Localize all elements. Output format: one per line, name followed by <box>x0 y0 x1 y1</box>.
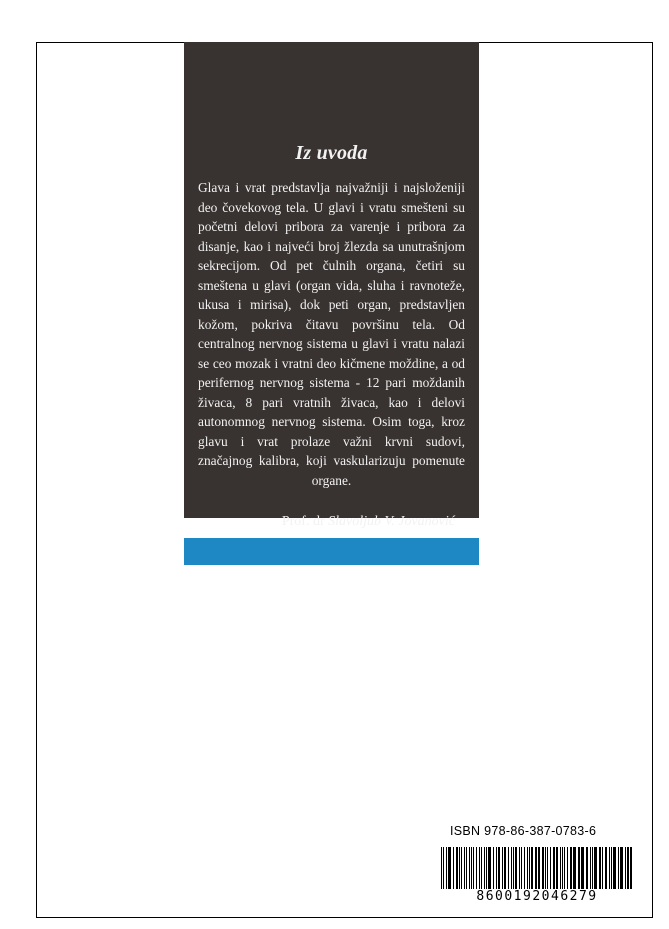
author-name: Slavoljub V. Jovanović <box>328 514 455 529</box>
barcode-bar <box>627 847 629 891</box>
barcode-bar <box>466 847 467 891</box>
author-signature <box>198 514 465 530</box>
barcode-bar <box>613 847 616 891</box>
barcode-digits: 8600192046279 <box>439 889 635 904</box>
barcode-bar <box>538 847 540 891</box>
barcode-bar <box>535 847 537 891</box>
barcode-bar <box>594 847 597 891</box>
barcode-bar <box>556 847 558 891</box>
barcode-bar <box>553 847 555 891</box>
barcode-bar <box>545 847 546 891</box>
barcode-bar <box>453 847 454 891</box>
barcode-bar <box>529 847 530 891</box>
barcode-bar <box>531 847 533 891</box>
barcode-bar <box>592 847 593 891</box>
barcode-bar <box>461 847 462 891</box>
barcode-bar <box>443 847 444 891</box>
barcode-bar <box>498 847 500 891</box>
intro-title: Iz uvoda <box>295 142 368 164</box>
barcode-bar <box>508 847 509 891</box>
barcode-bar <box>562 847 563 891</box>
isbn-label: ISBN 978-86-387-0783-6 <box>450 824 597 838</box>
barcode-bar <box>471 847 472 891</box>
barcode-bar <box>590 847 591 891</box>
barcode-bar <box>573 847 576 891</box>
barcode-bar <box>481 847 482 891</box>
barcode-bar <box>620 847 623 891</box>
barcode-bar <box>464 847 465 891</box>
barcode-bar <box>469 847 470 891</box>
barcode-bar <box>504 847 506 891</box>
barcode-bar <box>448 847 451 891</box>
barcode-bar <box>599 847 601 891</box>
barcode-bar <box>473 847 474 891</box>
barcode-bar <box>567 847 568 891</box>
barcode-bar <box>521 847 522 891</box>
author-prefix: Prof. dr <box>281 514 325 529</box>
barcode-bar <box>542 847 544 891</box>
blue-band <box>184 538 479 565</box>
barcode-bar <box>519 847 520 891</box>
barcode-bar <box>484 847 485 891</box>
barcode-bar <box>578 847 580 891</box>
barcode-bar <box>479 847 480 891</box>
intro-text: Glava i vrat predstavlja najvažniji i najsloženiji deo čovekovog tela. U glavi i vratu smešteni su početni delovi pribora za varenje i pribora za disanje, kao i najveći broj žlezda sa unutrašnjom sekrecijom. Od pet čulnih organa, četiri su smeštena u glavi (organ vida, sluha i ravnoteže, ukusa i mirisa), dok peti organ, predstavljen kožom, pokriva čitavu površinu tela. Od centralnog nervnog sistema u glavi i vratu nalazi se ceo mozak i vratni deo kičmene moždine, a od perifernog nervnog sistema - 12 pari moždanih živaca, 8 pari vratnih živaca, kao i delovi autonomnog nervnog sistema. Osim toga, kroz glavu i vrat prolaze važni krvni sudovi, značajnog kalibra, koji vaskularizuju pomenute organe. <box>198 180 465 488</box>
barcode-bar <box>550 847 551 891</box>
barcode-bar <box>564 847 565 891</box>
barcode-bar <box>605 847 607 891</box>
barcode-bar <box>476 847 477 891</box>
barcode-bar <box>560 847 561 891</box>
barcode-bar <box>513 847 514 891</box>
barcode-bar <box>586 847 588 891</box>
barcode-bar <box>602 847 603 891</box>
barcode-bar <box>459 847 460 891</box>
barcode-bar <box>456 847 458 891</box>
intro-panel <box>184 42 479 529</box>
barcode-bar <box>486 847 487 891</box>
barcode-bar <box>547 847 548 891</box>
barcode-bar <box>441 847 442 891</box>
barcode-bar <box>515 847 517 891</box>
barcode-bar <box>570 847 572 891</box>
barcode-bar <box>611 847 612 891</box>
barcode-bar <box>618 847 619 891</box>
barcode-bar <box>609 847 610 891</box>
barcode-bar <box>625 847 626 891</box>
barcode-bar <box>527 847 528 891</box>
barcode-bar <box>630 847 632 891</box>
barcode-bar <box>581 847 584 891</box>
barcode-bar <box>511 847 512 891</box>
barcode-bar <box>488 847 491 891</box>
barcode-bar <box>496 847 497 891</box>
barcode-bar <box>502 847 503 891</box>
barcode-bar <box>493 847 494 891</box>
barcode-bar <box>524 847 525 891</box>
barcode-bar <box>446 847 447 891</box>
